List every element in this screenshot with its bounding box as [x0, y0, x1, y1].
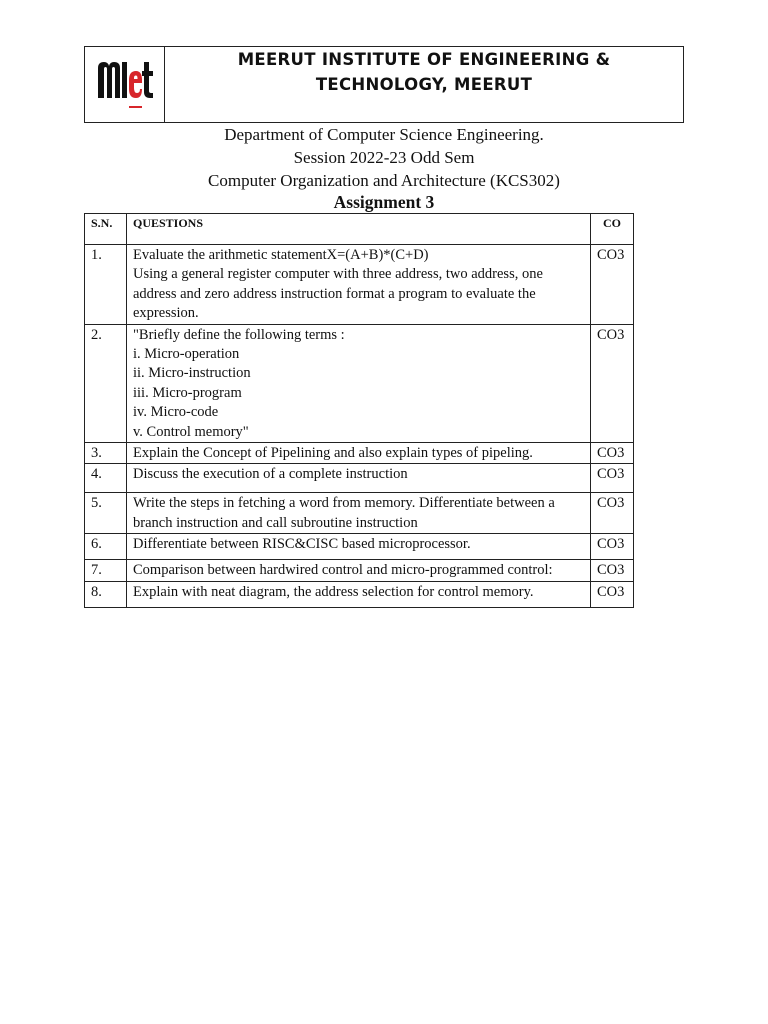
question-line: Evaluate the arithmetic statementX=(A+B)*(C+D) [133, 247, 429, 263]
row-co: CO3 [591, 493, 634, 534]
question-line: Comparison between hardwired control and micro-programmed control: [133, 562, 553, 579]
table-row [85, 534, 634, 560]
row-question [127, 493, 591, 534]
question-line: Explain with neat diagram, the address selection for control memory. [133, 584, 534, 601]
question-line: Discuss the execution of a complete instruction [133, 466, 408, 483]
course-heading: Computer Organization and Architecture (KCS302) [208, 171, 560, 190]
row-sn: 4. [85, 464, 127, 493]
row-question [127, 245, 591, 325]
row-question [127, 534, 591, 560]
question-line: ii. Micro-instruction [133, 365, 251, 382]
header-sn: S.N. [85, 214, 127, 245]
department-heading: Department of Computer Science Engineering. [224, 125, 544, 144]
question-line: v. Control memory" [133, 423, 249, 440]
row-question [127, 560, 591, 582]
question-line: Differentiate between RISC&CISC based microprocessor. [133, 536, 471, 553]
institute-title [165, 47, 683, 122]
table-header-row [85, 214, 634, 245]
question-line: "Briefly define the following terms : [133, 326, 345, 343]
table-row [85, 560, 634, 582]
table-row [85, 443, 634, 464]
table-row [85, 464, 634, 493]
row-sn: 5. [85, 493, 127, 534]
institute-title-line1: MEERUT INSTITUTE OF ENGINEERING & [237, 50, 611, 69]
institute-title-line2: TECHNOLOGY, MEERUT [315, 75, 533, 94]
table-row [85, 493, 634, 534]
row-sn: 2. [85, 324, 127, 442]
question-line: iii. Micro-program [133, 384, 242, 401]
assignment-heading: Assignment 3 [333, 192, 435, 212]
question-line: Write the steps in fetching a word from memory. Differentiate between a branch instruction and call subroutine instruction [133, 495, 555, 531]
question-line: Explain the Concept of Pipelining and also explain types of pipeling. [133, 445, 533, 462]
question-line: i. Micro-operation [133, 346, 240, 363]
table-row [85, 245, 634, 325]
row-sn: 7. [85, 560, 127, 582]
logo-cell [85, 47, 165, 122]
table-row [85, 582, 634, 608]
row-sn: 1. [85, 245, 127, 325]
row-question [127, 582, 591, 608]
row-question [127, 443, 591, 464]
miet-logo [94, 54, 156, 116]
row-sn: 8. [85, 582, 127, 608]
table-row [85, 324, 634, 442]
question-line: Using a general register computer with three address, two address, one address and zero address instruction format a program to evaluate the expression. [133, 266, 543, 322]
header-box [84, 46, 684, 123]
row-sn: 6. [85, 534, 127, 560]
row-co: CO3 [591, 582, 634, 608]
header-questions: QUESTIONS [127, 214, 591, 245]
row-co: CO3 [591, 245, 634, 325]
row-co: CO3 [591, 324, 634, 442]
row-co: CO3 [591, 560, 634, 582]
questions-table [84, 213, 634, 608]
row-question [127, 464, 591, 493]
session-heading: Session 2022-23 Odd Sem [293, 148, 475, 167]
row-question [127, 324, 591, 442]
row-co: CO3 [591, 534, 634, 560]
question-line: iv. Micro-code [133, 404, 219, 421]
row-co: CO3 [591, 443, 634, 464]
header-co: CO [591, 214, 634, 245]
row-co: CO3 [591, 464, 634, 493]
row-sn: 3. [85, 443, 127, 464]
